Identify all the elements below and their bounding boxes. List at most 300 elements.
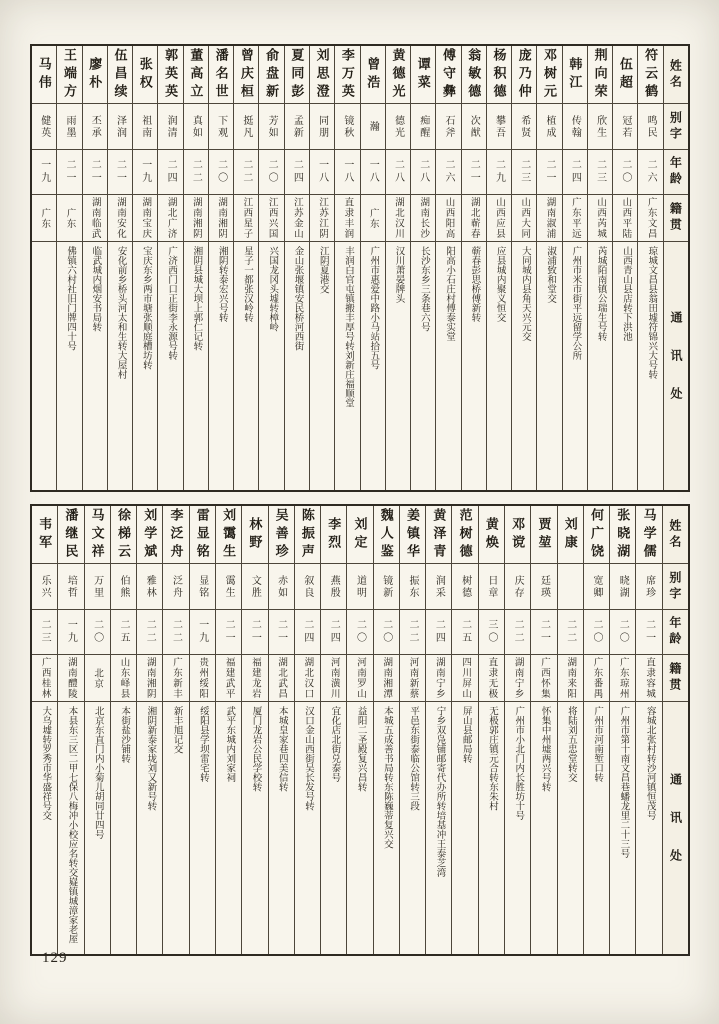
entry-age: 二三 (32, 610, 57, 655)
entry-native: 广东新丰 (163, 655, 188, 702)
entry-zi: 真如 (184, 104, 208, 150)
header-label-native: 籍贯 (664, 195, 688, 242)
entry-column (583, 506, 609, 954)
entry-column (57, 506, 83, 954)
entry-name: 俞盘新 (259, 46, 283, 104)
entry-column (637, 46, 662, 490)
entry-age: 二〇 (613, 150, 637, 195)
entry-address: 北京东直门内小菊儿胡同廿四号 (92, 706, 103, 839)
entry-zi: 鸣民 (638, 104, 662, 150)
entry-zi: 霭生 (216, 564, 241, 610)
entry-zi: 祖南 (133, 104, 157, 150)
entry-age: 二〇 (584, 610, 609, 655)
entry-age: 二四 (295, 610, 320, 655)
entry-address: 应县城内聚义恒交 (494, 246, 505, 322)
entry-zi: 同朋 (310, 104, 334, 150)
header-label-native: 籍贯 (663, 655, 688, 702)
entry-address: 容城北张村转沙河镇恒茂号 (644, 706, 655, 820)
entry-column (486, 46, 511, 490)
entry-name: 魏人鉴 (374, 506, 399, 564)
entry-name: 黄焕 (479, 506, 504, 564)
entry-native: 广东琼州 (610, 655, 635, 702)
entry-column (435, 46, 460, 490)
entry-zi: 瀚 (361, 104, 385, 150)
entry-name: 刘定 (347, 506, 372, 564)
entry-zi: 丕承 (83, 104, 107, 150)
entry-zi: 攀吾 (487, 104, 511, 150)
entry-native: 山西阳高 (436, 195, 460, 242)
entry-address: 长沙东乡三条巷六号 (418, 246, 429, 332)
entry-name: 伍超 (613, 46, 637, 104)
entry-zi: 镜秋 (335, 104, 359, 150)
entry-native: 福建龙岩 (242, 655, 267, 702)
entry-age: 二八 (386, 150, 410, 195)
header-label-age: 年龄 (664, 150, 688, 195)
entry-zi: 雨墨 (57, 104, 81, 150)
entry-address: 大乌墟转罗秀市华盛祥号交 (40, 706, 51, 820)
entry-column (107, 46, 132, 490)
entry-native: 山西平陆 (613, 195, 637, 242)
entry-name: 刘康 (558, 506, 583, 564)
entry-name: 吴善珍 (269, 506, 294, 564)
entry-zi: 传翰 (563, 104, 587, 150)
entry-address: 大同城内县角天兴元交 (519, 246, 530, 341)
entry-age: 二一 (83, 150, 107, 195)
entry-native: 广西桂林 (32, 655, 57, 702)
entry-zi: 石斧 (436, 104, 460, 150)
entry-zi: 挺凡 (234, 104, 258, 150)
entry-native: 湖南长沙 (411, 195, 435, 242)
entry-native: 湖南湘阴 (184, 195, 208, 242)
entry-name: 邓树元 (537, 46, 561, 104)
entry-zi: 显铭 (190, 564, 215, 610)
entry-column (32, 506, 57, 954)
entry-address: 无极郭庄镇元合转东朱村 (487, 706, 497, 811)
entry-address: 绥阳县学坝雷宅转 (197, 706, 208, 782)
entry-column (425, 506, 451, 954)
entry-native: 河南潢川 (321, 655, 346, 702)
entry-address: 本城皇家巷四美信转 (276, 706, 287, 792)
entry-native: 广东 (361, 195, 385, 242)
entry-address: 益阳二圣殿复兴昌转 (355, 706, 366, 792)
entry-native: 山西应县 (487, 195, 511, 242)
entry-native: 广东 (32, 195, 56, 242)
entry-age: 二三 (588, 150, 612, 195)
entry-column (110, 506, 136, 954)
entry-address: 芮城陌南镇公瑞生号转 (595, 246, 606, 341)
entry-age: 二二 (234, 150, 258, 195)
entry-address: 淑浦致和堂交 (545, 246, 556, 303)
entry-zi: 痴醒 (411, 104, 435, 150)
entry-age: 二一 (57, 150, 81, 195)
entry-column (233, 46, 258, 490)
header-label-address: 通讯处 (663, 702, 688, 954)
entry-native: 湖南淑浦 (537, 195, 561, 242)
entry-native: 广东文昌 (638, 195, 662, 242)
entry-zi: 乐兴 (32, 564, 57, 610)
entry-name: 廖朴 (83, 46, 107, 104)
entry-zi: 席珍 (636, 564, 661, 610)
entry-zi: 孟新 (285, 104, 309, 150)
entry-name: 王端方 (57, 46, 81, 104)
entry-native: 湖南湘阴 (137, 655, 162, 702)
entry-address: 丰润白官屯镇搬丰厚号转刘新庄福顺堂 (343, 246, 354, 408)
entry-native: 河南新蔡 (400, 655, 425, 702)
entry-address: 山西青山县店转下洪池 (620, 246, 631, 341)
entry-zi: 泽润 (108, 104, 132, 150)
entry-native: 湖南宁乡 (426, 655, 451, 702)
entry-address: 临武城内烟安书局转 (90, 246, 101, 332)
entry-column (241, 506, 267, 954)
entry-age: 二一 (636, 610, 661, 655)
entry-column (215, 506, 241, 954)
entry-name: 雷显铭 (190, 506, 215, 564)
entry-native: 湖南醴陵 (58, 655, 83, 702)
entry-column (320, 506, 346, 954)
entry-column (557, 506, 583, 954)
directory-table-top (30, 44, 690, 492)
header-label-address: 通讯处 (664, 242, 688, 490)
entry-name: 贾堃 (531, 506, 556, 564)
entry-native: 广西怀集 (531, 655, 556, 702)
entry-address: 广州市河南堑口转 (592, 706, 603, 782)
entry-name: 马学儒 (636, 506, 661, 564)
entry-name: 黄德光 (386, 46, 410, 104)
entry-name: 符云鹤 (638, 46, 662, 104)
entry-native: 广东番禺 (584, 655, 609, 702)
entry-column (157, 46, 182, 490)
entry-zi: 晓湖 (610, 564, 635, 610)
entry-native: 山西芮城 (588, 195, 612, 242)
entry-address: 金山张堰镇安民桥河西街 (292, 246, 303, 351)
entry-age: 二四 (563, 150, 587, 195)
entry-column (511, 46, 536, 490)
entry-name: 刘学斌 (137, 506, 162, 564)
entry-column (294, 506, 320, 954)
entry-zi: 文胜 (242, 564, 267, 610)
entry-name: 伍昌续 (108, 46, 132, 104)
entry-age: 一九 (133, 150, 157, 195)
entry-age: 二〇 (347, 610, 372, 655)
entry-column (373, 506, 399, 954)
entry-address: 安化前乡桥头河太和生转大屋村 (115, 246, 126, 379)
entry-column (136, 506, 162, 954)
entry-zi: 希贤 (512, 104, 536, 150)
entry-age: 二五 (452, 610, 477, 655)
entry-column (132, 46, 157, 490)
entry-native: 湖北蕲春 (462, 195, 486, 242)
entry-age: 二四 (426, 610, 451, 655)
entry-age: 二〇 (610, 610, 635, 655)
entry-name: 李泛舟 (163, 506, 188, 564)
entry-age: 二六 (436, 150, 460, 195)
entry-native: 四川屏山 (452, 655, 477, 702)
entry-address: 平邑东街泰临公馆转三段 (408, 706, 419, 811)
entry-column (258, 46, 283, 490)
entry-name: 韦军 (32, 506, 57, 564)
entry-column (587, 46, 612, 490)
entry-zi: 下观 (209, 104, 233, 150)
entry-address: 宁乡双凫铺邮寄代办所转培基冲王泰芝湾 (434, 706, 445, 877)
entry-zi: 冠若 (613, 104, 637, 150)
entry-native: 山东峄县 (111, 655, 136, 702)
entry-zi: 振东 (400, 564, 425, 610)
entry-name: 何广饶 (584, 506, 609, 564)
entry-zi: 润清 (158, 104, 182, 150)
entry-address: 广州市米市街平远留学公所 (570, 246, 581, 360)
entry-native: 江西星子 (234, 195, 258, 242)
header-column (662, 506, 688, 954)
header-column (663, 46, 688, 490)
entry-column (478, 506, 504, 954)
entry-name: 曾浩 (361, 46, 385, 104)
entry-zi: 宽卿 (584, 564, 609, 610)
entry-column (461, 46, 486, 490)
entry-address: 厦门龙岩公民学校转 (250, 706, 261, 792)
entry-address: 阳高小石庄村傅泰实堂 (444, 246, 455, 341)
entry-age: 一九 (190, 610, 215, 655)
entry-name: 姜镇华 (400, 506, 425, 564)
entry-zi: 植成 (537, 104, 561, 150)
entry-zi: 燕殷 (321, 564, 346, 610)
entry-name: 庞乃仲 (512, 46, 536, 104)
entry-name: 张晓湖 (610, 506, 635, 564)
entry-address: 屏山县邮局转 (460, 706, 471, 763)
entry-name: 刘思澄 (310, 46, 334, 104)
entry-native: 广东平远 (563, 195, 587, 242)
entry-column (360, 46, 385, 490)
entry-zi: 德光 (386, 104, 410, 150)
entry-column (385, 46, 410, 490)
entry-name: 傅守彝 (436, 46, 460, 104)
entry-age: 一九 (32, 150, 56, 195)
entry-column (334, 46, 359, 490)
directory-table-bottom (30, 504, 690, 956)
entry-name: 邓谠 (505, 506, 530, 564)
entry-name: 黄泽青 (426, 506, 451, 564)
entry-address: 本县东三区二甲七保八梅冲小校应名转交嶷镇城漳家老厔 (66, 706, 77, 944)
entry-column (84, 506, 110, 954)
header-label-name: 姓名 (664, 46, 688, 104)
entry-address: 兴国龙冈头墟转樟岭 (267, 246, 278, 332)
entry-address: 新丰旭记交 (171, 706, 182, 754)
entry-zi: 培哲 (58, 564, 83, 610)
entry-age: 二二 (137, 610, 162, 655)
entry-column (536, 46, 561, 490)
entry-zi: 道明 (347, 564, 372, 610)
entry-name: 马文祥 (85, 506, 110, 564)
entry-age: 二一 (462, 150, 486, 195)
entry-zi: 树德 (452, 564, 477, 610)
entry-age: 二一 (537, 150, 561, 195)
entry-name: 林野 (242, 506, 267, 564)
entry-age: 二一 (269, 610, 294, 655)
entry-native: 福建武平 (216, 655, 241, 702)
entry-age: 二一 (108, 150, 132, 195)
entry-name: 荆向荣 (588, 46, 612, 104)
entry-address: 本城五成善书局转东陈巍蒂复兴交 (381, 706, 392, 849)
entry-native: 广东 (57, 195, 81, 242)
entry-name: 曾庆桓 (234, 46, 258, 104)
entry-name: 马伟 (32, 46, 56, 104)
entry-address: 本街盐沙铺转 (119, 706, 130, 763)
entry-age: 二五 (111, 610, 136, 655)
entry-address: 广州市第十南文昌巷蟠龙里二十三号 (618, 706, 629, 858)
entry-column (189, 506, 215, 954)
entry-column (530, 506, 556, 954)
entry-age: 二四 (158, 150, 182, 195)
entry-name: 陈振声 (295, 506, 320, 564)
entry-native: 江苏江阴 (310, 195, 334, 242)
entry-address: 星子一都张汉岭转 (241, 246, 252, 322)
entry-column (183, 46, 208, 490)
entry-column (635, 506, 661, 954)
entry-zi: 镜新 (374, 564, 399, 610)
entry-native: 湖南湘潭 (374, 655, 399, 702)
entry-zi: 泛舟 (163, 564, 188, 610)
entry-address: 将陆刘五忠堂转交 (565, 706, 576, 782)
entry-native: 江苏金山 (285, 195, 309, 242)
entry-native: 江西兴国 (259, 195, 283, 242)
entry-address: 宜化店北街兑泰号 (329, 706, 340, 782)
entry-age: 二二 (184, 150, 208, 195)
entry-name: 范树德 (452, 506, 477, 564)
entry-address: 湘阴新泰家垅刘又新号转 (145, 706, 156, 811)
entry-age: 二一 (242, 610, 267, 655)
entry-column (268, 506, 294, 954)
entry-age: 二九 (487, 150, 511, 195)
entry-age: 二一 (216, 610, 241, 655)
entry-address: 湘阴县城大坝上郭仁记转 (191, 246, 202, 351)
entry-age: 二〇 (259, 150, 283, 195)
entry-native: 河南罗山 (347, 655, 372, 702)
entry-name: 刘霭生 (216, 506, 241, 564)
entry-age: 二〇 (85, 610, 110, 655)
entry-address: 琼城文昌县翁田墟符锦兴大号转 (646, 246, 657, 379)
entry-address (32, 242, 56, 490)
entry-zi: 伯熊 (111, 564, 136, 610)
entry-zi: 雅林 (137, 564, 162, 610)
entry-column (410, 46, 435, 490)
entry-column (562, 46, 587, 490)
entry-age: 二六 (638, 150, 662, 195)
entry-age: 二三 (512, 150, 536, 195)
entry-age: 二四 (321, 610, 346, 655)
entry-address: 广州市惠爱中路小马站拾五号 (368, 246, 379, 370)
entry-age: 三〇 (479, 610, 504, 655)
entry-column (346, 506, 372, 954)
entry-zi: 润采 (426, 564, 451, 610)
entry-name: 杨积德 (487, 46, 511, 104)
entry-address: 汉川萧晏牌头 (393, 246, 404, 303)
entry-name: 谭菜 (411, 46, 435, 104)
entry-column (284, 46, 309, 490)
entry-zi: 庆存 (505, 564, 530, 610)
entry-address: 江阴夏港交 (317, 246, 328, 294)
entry-name: 韩江 (563, 46, 587, 104)
entry-zi: 赤如 (269, 564, 294, 610)
entry-native: 湖北广济 (158, 195, 182, 242)
entry-native: 湖南宝庆 (133, 195, 157, 242)
entry-column (612, 46, 637, 490)
entry-name: 夏同彭 (285, 46, 309, 104)
entry-age: 一九 (58, 610, 83, 655)
entry-age: 二二 (558, 610, 583, 655)
entry-age: 一八 (335, 150, 359, 195)
entry-native: 湖南湘阴 (209, 195, 233, 242)
header-label-zi: 别字 (664, 104, 688, 150)
entry-age: 一八 (361, 150, 385, 195)
entry-native: 北京 (85, 655, 110, 702)
entry-zi: 次猷 (462, 104, 486, 150)
entry-address: 佛镇六村社旧门牌四十号 (65, 246, 76, 351)
entry-name: 董高立 (184, 46, 208, 104)
entry-native: 直隶无极 (479, 655, 504, 702)
entry-column (208, 46, 233, 490)
entry-address: 广济西门口正街李永源号转 (166, 246, 177, 360)
entry-name: 张权 (133, 46, 157, 104)
entry-column (504, 506, 530, 954)
entry-age: 二二 (400, 610, 425, 655)
entry-zi: 欣生 (588, 104, 612, 150)
entry-name: 翁敏德 (462, 46, 486, 104)
entry-column (309, 46, 334, 490)
header-label-age: 年龄 (663, 610, 688, 655)
entry-age: 二一 (531, 610, 556, 655)
entry-zi: 叙良 (295, 564, 320, 610)
entry-column (399, 506, 425, 954)
entry-zi: 廷瑛 (531, 564, 556, 610)
entry-zi (558, 564, 583, 610)
entry-native: 湖南临武 (83, 195, 107, 242)
entry-name: 徐梯云 (111, 506, 136, 564)
entry-age: 二二 (163, 610, 188, 655)
entry-address: 湘阴转泰宏兴号转 (216, 246, 227, 322)
header-label-name: 姓名 (663, 506, 688, 564)
entry-age: 二二 (505, 610, 530, 655)
entry-column (451, 506, 477, 954)
entry-column (609, 506, 635, 954)
entry-age: 二八 (411, 150, 435, 195)
entry-name: 潘名世 (209, 46, 233, 104)
entry-age: 二〇 (209, 150, 233, 195)
entry-native: 直隶容城 (636, 655, 661, 702)
entry-name: 李万英 (335, 46, 359, 104)
entry-native: 湖北汉川 (386, 195, 410, 242)
entry-native: 直隶丰润 (335, 195, 359, 242)
entry-zi: 日章 (479, 564, 504, 610)
entry-native: 湖南宁乡 (505, 655, 530, 702)
entry-age: 二〇 (374, 610, 399, 655)
entry-age: 二四 (285, 150, 309, 195)
entry-column (56, 46, 81, 490)
entry-name: 潘继民 (58, 506, 83, 564)
header-label-zi: 别字 (663, 564, 688, 610)
entry-address: 武平东城内刘家祠 (224, 706, 235, 782)
entry-address: 汉口金山西街吴长发号转 (303, 706, 314, 811)
entry-zi: 万里 (85, 564, 110, 610)
entry-name: 李烈 (321, 506, 346, 564)
entry-address: 广州市小北门内长胜坊十号 (513, 706, 524, 820)
entry-native: 湖南来阳 (558, 655, 583, 702)
entry-age: 一八 (310, 150, 334, 195)
page-number: 129 (42, 950, 68, 966)
entry-native: 湖北汉口 (295, 655, 320, 702)
entry-address: 蕲春彭思桥傅新转 (469, 246, 480, 322)
entry-address: 怀集中州墟两兴号转 (539, 706, 550, 792)
entry-native: 贵州绥阳 (190, 655, 215, 702)
entry-name: 郭英英 (158, 46, 182, 104)
